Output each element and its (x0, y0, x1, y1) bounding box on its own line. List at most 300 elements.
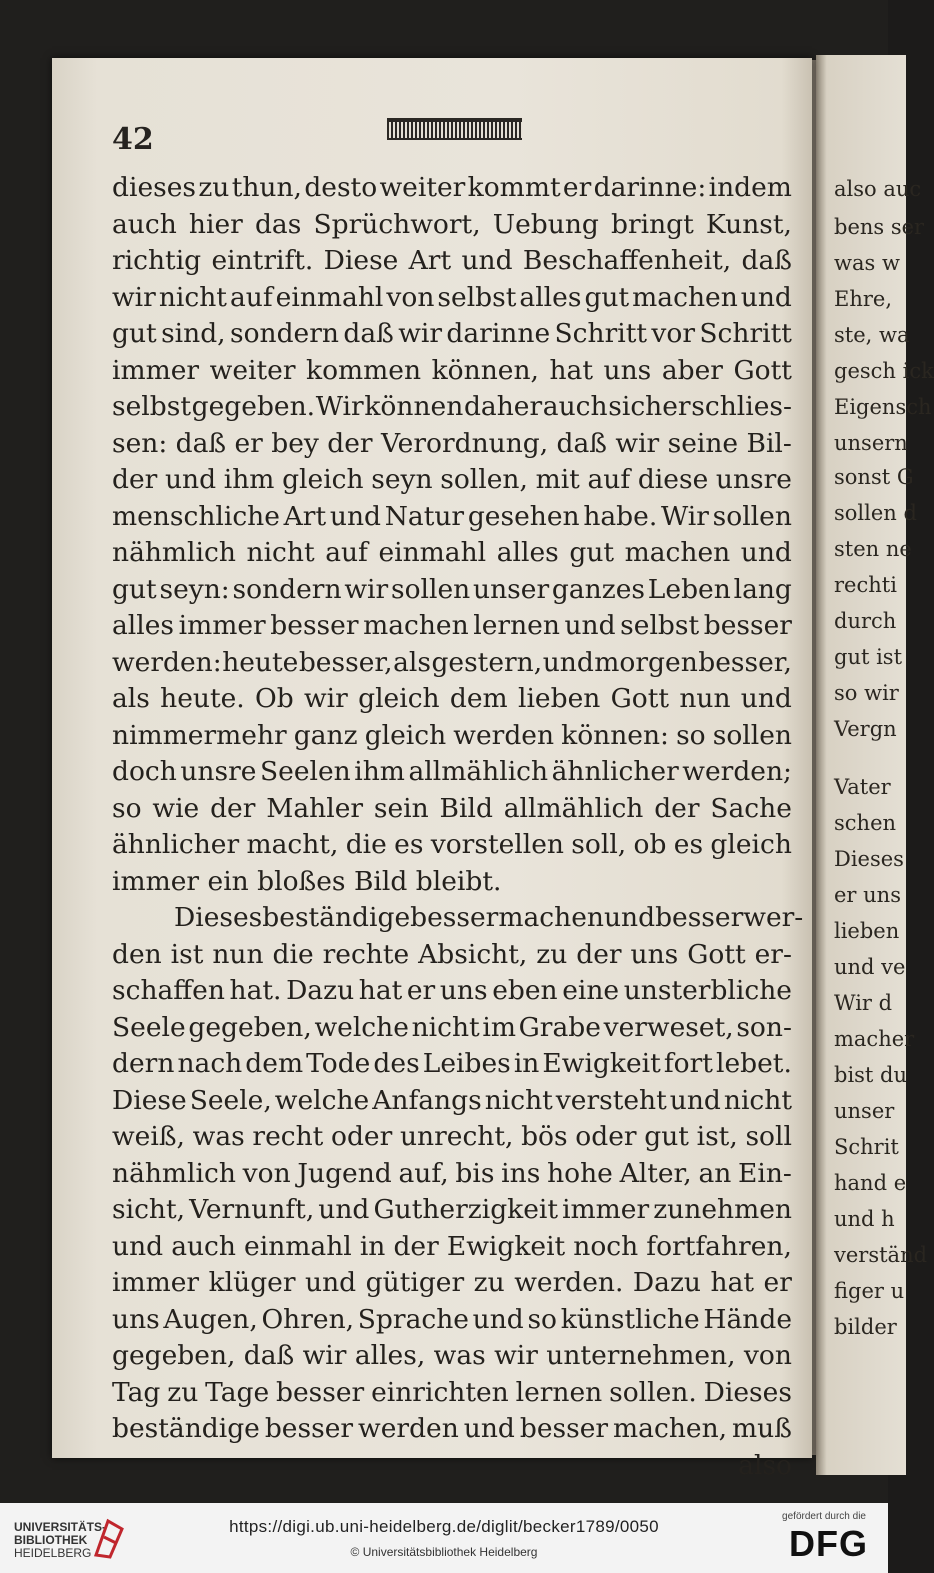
word: schaffen (112, 975, 225, 1006)
word: zunehmen (653, 1194, 792, 1225)
word: Verordnung, (380, 427, 549, 459)
word: habe. (583, 500, 658, 532)
word: welche (274, 1084, 370, 1116)
facing-page-fragment: gut ist (834, 645, 903, 669)
word: seyn: (159, 573, 230, 605)
word: Leibes (422, 1048, 511, 1079)
text-line (112, 1229, 792, 1266)
word: er (406, 975, 436, 1006)
word: daß (243, 1340, 295, 1371)
word: können (364, 391, 464, 422)
facing-page-fragment: ste, wa (834, 323, 910, 347)
word: so (527, 1303, 558, 1335)
word: thun, (231, 172, 302, 203)
word: und (463, 1413, 515, 1444)
word: Tage (205, 1376, 270, 1408)
word: ganzes (551, 573, 645, 605)
facing-page-fragment: Vater (834, 775, 891, 799)
word: welche (314, 1011, 409, 1043)
word: als (393, 646, 431, 678)
word: Anfangs (372, 1084, 482, 1116)
word: der (576, 938, 622, 970)
word: Sprüchwort, (313, 208, 481, 240)
text-line (112, 1411, 792, 1448)
facing-page-fragment: verständ (834, 1243, 928, 1267)
word: einmahl (378, 537, 487, 568)
word: in (359, 1230, 386, 1262)
word: allmählich (503, 792, 644, 824)
word: gegeben, (188, 1011, 312, 1043)
word: gestern, (431, 646, 543, 678)
word: des (373, 1048, 420, 1079)
text-line (112, 608, 792, 645)
word: auch (112, 208, 177, 240)
word: er (234, 427, 263, 459)
text-line (112, 645, 792, 682)
facing-page-fragment: gesch ick (834, 359, 934, 383)
word: es (673, 829, 704, 860)
word: werden (453, 719, 555, 751)
text-line (112, 207, 792, 244)
word: diese (637, 464, 709, 495)
word: können: (561, 719, 669, 751)
word: daß (556, 427, 608, 459)
word: uns (439, 975, 488, 1006)
word: sondern (229, 318, 339, 349)
word: seyn (371, 464, 433, 495)
word: heute (222, 646, 299, 678)
footer-bar (0, 1503, 888, 1573)
word: uns (630, 938, 679, 970)
word: wir (112, 281, 156, 313)
word: er (562, 172, 592, 203)
word: auch (171, 1230, 236, 1262)
word: dern (112, 1048, 175, 1079)
word: Art (283, 500, 327, 532)
facing-page-fragment: und h (834, 1207, 895, 1231)
word: sondern (232, 573, 342, 605)
word: ähnlicher (551, 756, 679, 787)
facing-page-fragment: und ve (834, 955, 906, 979)
text-line (112, 937, 792, 974)
word: zu (473, 1267, 505, 1298)
word: und (669, 1084, 721, 1116)
word: nicht (723, 1084, 792, 1116)
word: besser (276, 1376, 365, 1408)
word: hat (358, 975, 403, 1006)
word: eben (492, 975, 558, 1006)
word: daß (343, 318, 394, 349)
word: muß (732, 1413, 792, 1444)
word: mit (535, 464, 580, 495)
text-line (112, 718, 792, 755)
library-name-line1: UNIVERSITÄTS- (14, 1520, 107, 1534)
word: gütiger (365, 1267, 465, 1298)
word: Leben (647, 573, 731, 605)
word: lieben (517, 683, 601, 714)
word: gut (112, 318, 157, 349)
word: so (112, 792, 142, 824)
word: in (513, 1048, 540, 1079)
word: schlies- (691, 391, 792, 422)
word: werden: (112, 646, 222, 678)
word: wir (398, 318, 443, 349)
facing-page-fragment: unsern (834, 431, 908, 455)
word: gesehen (467, 500, 580, 532)
word: dieses (112, 172, 197, 203)
text-line (112, 426, 792, 463)
text-line (112, 462, 792, 499)
text-line (112, 1192, 792, 1229)
word: vorstellen (430, 829, 564, 860)
word: bringt (610, 208, 694, 240)
word: besser (264, 1413, 354, 1444)
word: sollen, (440, 464, 528, 495)
word: auch (542, 391, 608, 422)
word: eine (562, 975, 620, 1006)
word: weiter (379, 172, 466, 203)
word: lebet. (715, 1048, 792, 1079)
word: und (740, 683, 792, 714)
word: uns (603, 354, 652, 386)
word: beständige (262, 902, 411, 933)
word: von (242, 1157, 291, 1189)
text-line (112, 280, 792, 317)
word: eintrift. (211, 245, 314, 276)
word: sen: (112, 427, 168, 459)
word: darinne: (593, 172, 707, 203)
word: son- (736, 1011, 792, 1043)
word: Tode (306, 1048, 371, 1079)
facing-page-fragment: er uns (834, 883, 901, 907)
word: ins (501, 1157, 541, 1189)
word: die (272, 938, 314, 970)
word: hat. (229, 975, 282, 1006)
text-line (112, 900, 804, 937)
word: Jugend (297, 1157, 392, 1189)
facing-page-fragment: bist du (834, 1063, 908, 1087)
facing-page-fragment: sonst G (834, 465, 914, 489)
word: einmahl (275, 281, 384, 313)
word: einrichten (371, 1376, 509, 1408)
word: sicht, (112, 1194, 186, 1225)
text-line (112, 1302, 792, 1339)
word: weiß, (112, 1121, 185, 1152)
word: Bil- (746, 427, 792, 459)
word: machen, (613, 1413, 728, 1444)
word: oder (575, 1121, 637, 1152)
word: besser (410, 902, 499, 933)
word: von (386, 281, 435, 313)
word: vor (651, 318, 695, 349)
word: allmählich (408, 756, 549, 787)
text-line (112, 1046, 792, 1083)
word: gut (584, 281, 630, 313)
word: Sprache (357, 1303, 469, 1335)
facing-page-fragment: Wir d (834, 991, 893, 1015)
word: im (482, 1011, 516, 1043)
facing-page-fragment: was w (834, 251, 900, 275)
word: und (305, 1267, 357, 1298)
facing-page-fragment: lieben (834, 919, 900, 943)
word: nicht (246, 537, 315, 568)
word: selbst (620, 610, 700, 641)
word: gleich (282, 464, 364, 495)
facing-page-fragment: bilder (834, 1315, 897, 1339)
word: den (112, 938, 162, 970)
word: was (433, 1340, 486, 1371)
word: auf (325, 537, 368, 568)
word: Diese (323, 245, 399, 276)
facing-page-fragment: rechti (834, 573, 897, 597)
word: der (327, 427, 373, 459)
word: als (112, 683, 150, 714)
word: werden. (514, 1267, 624, 1298)
word: lernen (515, 1376, 603, 1408)
word: besser, (698, 646, 792, 678)
word: Dieses (703, 1376, 792, 1408)
library-name-line3: HEIDELBERG (14, 1546, 92, 1560)
word: lernen (473, 610, 560, 641)
word: desto (304, 172, 378, 203)
text-line (112, 499, 792, 536)
word: daß (175, 427, 227, 459)
word: verweset, (603, 1011, 734, 1043)
word: indem (708, 172, 792, 203)
word: Ewigkeit (446, 1230, 566, 1262)
word: er- (754, 938, 792, 970)
word: unsterbliche (623, 975, 792, 1006)
word: hat (549, 354, 593, 386)
word: und (329, 500, 381, 532)
word: an (698, 1157, 732, 1189)
word: menschliche (112, 500, 280, 532)
facing-page-fragment: durch (834, 609, 897, 633)
word: immer (112, 354, 200, 386)
word: Ein- (738, 1157, 792, 1189)
word: nicht (411, 1011, 480, 1043)
word: sollen. (609, 1376, 697, 1408)
word: nach (177, 1048, 243, 1079)
word: darinne (446, 318, 551, 349)
word: sein (373, 792, 429, 824)
word: unser (473, 573, 550, 605)
word: soll, (571, 829, 627, 860)
word: zu (536, 938, 568, 970)
text-line (112, 243, 792, 280)
text-line (112, 827, 792, 864)
word: Seele (112, 1011, 186, 1043)
word: kommen (306, 354, 422, 386)
word: machen (363, 610, 469, 641)
word: nicht (158, 281, 227, 313)
word: gleich (358, 683, 440, 714)
word: ist (170, 938, 204, 970)
word: besser (655, 902, 744, 933)
word: wir (344, 573, 389, 605)
dfg-logo[interactable]: DFG (789, 1523, 868, 1564)
word: Gott (610, 683, 670, 714)
word: Kunst, (705, 208, 792, 240)
word: selbst (112, 391, 191, 422)
word: und (542, 646, 594, 678)
word: machen (624, 537, 731, 568)
word: ihm (354, 756, 405, 787)
word: besser (270, 610, 359, 641)
word: sollen (390, 573, 471, 605)
word: gut (569, 537, 615, 568)
word: auf (229, 281, 273, 313)
word: der (112, 464, 158, 495)
word: werden (358, 1413, 459, 1444)
word: nimmermehr (112, 719, 287, 751)
word: der (210, 792, 256, 824)
facing-page-fragment: macher (834, 1027, 915, 1051)
word: bey (271, 427, 319, 459)
text-line (112, 1010, 792, 1047)
word: Bild (439, 792, 493, 824)
word: morgen (594, 646, 698, 678)
word: sind, (161, 318, 226, 349)
word: nun (679, 683, 731, 714)
facing-page-fragment: so wir (834, 681, 899, 705)
word: zu (198, 172, 230, 203)
word: einmahl (244, 1230, 352, 1262)
word: fort (663, 1048, 713, 1079)
word: daher (463, 391, 543, 422)
word: Absicht, (418, 938, 528, 970)
word: Seelen (259, 756, 351, 787)
facing-page-fragment: Eigensch (834, 395, 932, 419)
text-line (112, 973, 792, 1010)
word: bis (455, 1157, 495, 1189)
word: gut (112, 573, 157, 605)
word: hat (710, 1267, 755, 1298)
word: wir (494, 1340, 538, 1371)
word: doch (112, 756, 177, 787)
text-line (112, 1338, 792, 1375)
word: Uebung (492, 208, 599, 240)
text-line (112, 535, 792, 572)
word: soll (745, 1121, 792, 1152)
word: Gott (733, 354, 792, 386)
word: seine (667, 427, 739, 459)
word: zu (167, 1376, 199, 1408)
facing-page-fragment: also auc (834, 177, 922, 201)
word: lang (733, 573, 792, 605)
word: hohe (547, 1157, 613, 1189)
word: und (164, 464, 217, 495)
word: Tag (112, 1376, 161, 1408)
word: und (461, 245, 513, 276)
text-line: immer ein bloßes Bild bleibt. (112, 865, 502, 897)
facing-page-fragment: Vergn (834, 717, 897, 741)
word: und (112, 1230, 164, 1262)
text-line (112, 1156, 792, 1193)
word: Schritt (554, 318, 648, 349)
word: Art (408, 245, 452, 276)
facing-page-fragment: sollen d (834, 501, 917, 525)
word: ist, (696, 1121, 738, 1152)
word: dem (245, 1048, 304, 1079)
word: alles (112, 610, 175, 641)
word: unsre (715, 464, 792, 495)
word: daß (741, 245, 792, 276)
word: gegeben, (112, 1340, 236, 1371)
word: hier (188, 208, 243, 240)
word: unrecht, (399, 1121, 514, 1152)
facing-page-fragment: Schrit (834, 1135, 899, 1159)
text-line: also (738, 1449, 792, 1481)
word: macht, (246, 829, 339, 860)
word: kommt (467, 172, 561, 203)
word: der (393, 1230, 439, 1262)
text-line (112, 1375, 792, 1412)
copyright-notice: © Universitätsbibliothek Heidelberg (350, 1545, 538, 1559)
word: nun (212, 938, 264, 970)
word: alles (519, 281, 582, 313)
word: nicht (484, 1084, 553, 1116)
word: Natur (384, 500, 465, 532)
word: ganz (293, 719, 358, 751)
word: besser (519, 1413, 609, 1444)
word: und (472, 1303, 524, 1335)
word: Grabe (518, 1011, 601, 1043)
word: gut (644, 1121, 689, 1152)
text-line (112, 1083, 792, 1120)
word: Wir (660, 500, 709, 532)
word: Augen, (163, 1303, 258, 1335)
word: ihm (223, 464, 275, 495)
word: besser, (298, 646, 393, 678)
facing-page-fragment: unser (834, 1099, 895, 1123)
word: die (345, 829, 387, 860)
word: immer (178, 610, 266, 641)
word: richtig (112, 245, 202, 276)
word: recht (252, 1121, 324, 1152)
word: Wir (315, 391, 364, 422)
word: es (394, 829, 424, 860)
word: machen (632, 281, 738, 313)
word: auf (587, 464, 631, 495)
word: und (740, 281, 792, 313)
text-line (112, 681, 792, 718)
facing-page-fragment: figer u (834, 1279, 905, 1303)
word: und (564, 610, 616, 641)
word: gegeben. (191, 391, 316, 422)
word: Schritt (699, 318, 792, 349)
word: wer- (743, 902, 804, 933)
facing-page-fragment: schen (834, 811, 897, 835)
word: Gott (687, 938, 746, 970)
word: Hände (703, 1303, 792, 1335)
word: uns (112, 1303, 160, 1335)
word: aber (661, 354, 723, 386)
word: Dazu (286, 975, 355, 1006)
word: der (654, 792, 700, 824)
word: Gutherzigkeit (373, 1194, 559, 1225)
facing-page-fragment: Ehre, (834, 287, 892, 311)
word: oder (331, 1121, 393, 1152)
word: sicher (608, 391, 691, 422)
text-line (112, 389, 792, 426)
permalink-url[interactable]: https://digi.ub.uni-heidelberg.de/diglit/becker1789/0050 (229, 1517, 659, 1536)
word: was (192, 1121, 245, 1152)
facing-page (816, 55, 934, 1475)
word: gleich (710, 829, 792, 860)
word: nähmlich (112, 1157, 236, 1189)
word: selbst (437, 281, 517, 313)
